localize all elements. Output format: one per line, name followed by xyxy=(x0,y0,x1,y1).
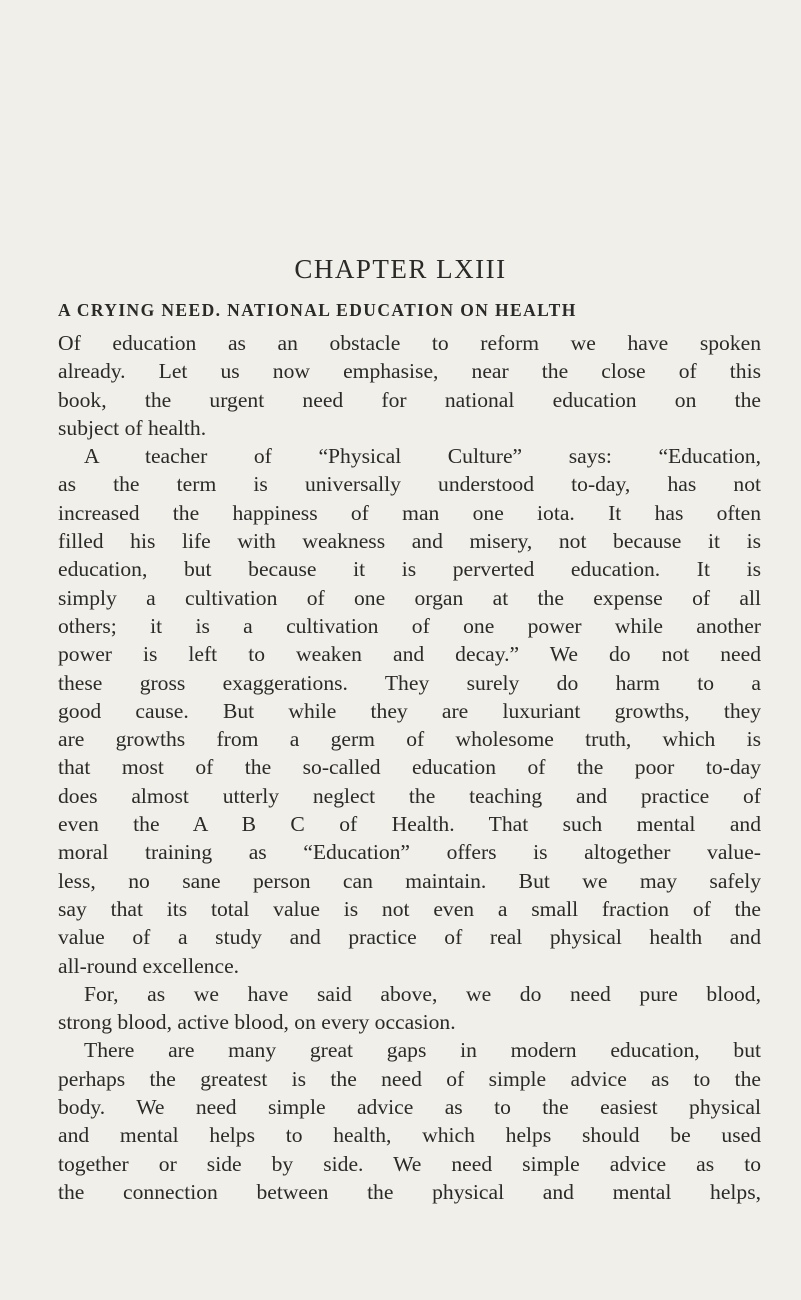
text-line: For, as we have said above, we do need pure blood, xyxy=(84,981,761,1006)
text-line: already. Let us now emphasise, near the close of this xyxy=(58,359,761,384)
text-line: does almost utterly neglect the teaching and practice of xyxy=(58,783,761,808)
text-line: less, no sane person can maintain. But we may safely xyxy=(58,868,761,893)
chapter-title: CHAPTER LXIII xyxy=(294,254,507,284)
text-line: increased the happiness of man one iota. It has often xyxy=(58,500,761,525)
body-text xyxy=(58,329,761,1206)
text-line: even the A B C of Health. That such mental and xyxy=(58,812,761,837)
text-line: A teacher of “Physical Culture” says: “Education, xyxy=(84,444,761,469)
text-line: filled his life with weakness and misery, not because it is xyxy=(58,529,761,554)
text-line: the connection between the physical and mental helps, xyxy=(58,1179,761,1204)
text-line: strong blood, active blood, on every occasion. xyxy=(58,1010,456,1035)
text-line: There are many great gaps in modern education, but xyxy=(84,1038,761,1063)
text-line: that most of the so-called education of the poor to-day xyxy=(58,755,761,780)
text-line: simply a cultivation of one organ at the expense of all xyxy=(58,585,761,610)
text-line: body. We need simple advice as to the easiest physical xyxy=(58,1095,761,1120)
text-line: power is left to weaken and decay.” We do not need xyxy=(58,642,761,667)
text-line: good cause. But while they are luxuriant growths, they xyxy=(58,698,761,723)
text-line: together or side by side. We need simple advice as to xyxy=(58,1151,761,1176)
text-line: and mental helps to health, which helps should be used xyxy=(58,1123,761,1148)
text-line: all-round excellence. xyxy=(58,953,240,978)
chapter-subtitle: A CRYING NEED. NATIONAL EDUCATION ON HEALTH xyxy=(58,300,577,320)
text-line: say that its total value is not even a small fraction of the xyxy=(58,896,761,921)
text-line: these gross exaggerations. They surely do harm to a xyxy=(58,670,761,695)
text-line: Of education as an obstacle to reform we have spoken xyxy=(58,331,761,355)
text-line: book, the urgent need for national education on the xyxy=(58,387,761,412)
text-line: subject of health. xyxy=(58,415,207,440)
text-line: value of a study and practice of real physical health and xyxy=(58,925,761,950)
text-line: others; it is a cultivation of one power while another xyxy=(58,613,761,638)
text-line: are growths from a germ of wholesome truth, which is xyxy=(58,727,761,752)
text-line: as the term is universally understood to-day, has not xyxy=(58,472,761,497)
text-line: moral training as “Education” offers is altogether value- xyxy=(58,840,761,865)
text-line: perhaps the greatest is the need of simple advice as to the xyxy=(58,1066,761,1091)
text-line: education, but because it is perverted education. It is xyxy=(58,557,761,582)
